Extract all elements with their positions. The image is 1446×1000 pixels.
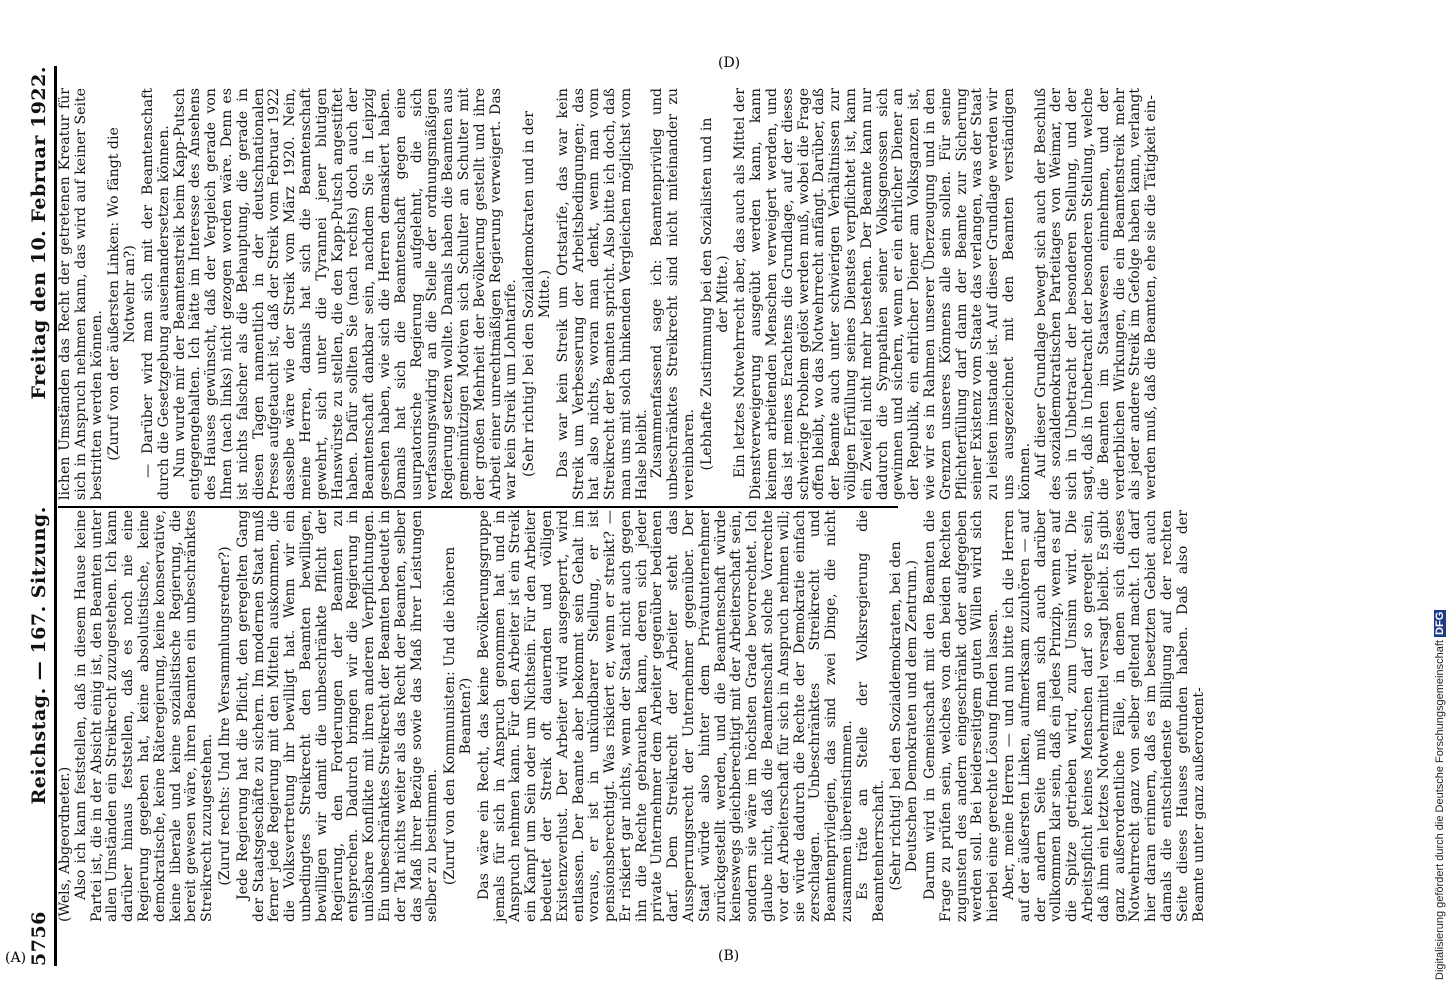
page-header [8, 66, 57, 966]
paragraph: Das wäre ein Recht, das keine Bevölkerungsgruppe jemals für sich in Anspruch genommen hat und in Anspruch nehmen kann. Für den Arbeiter ist ein Streik ein Kampf um Sein oder um Nichtsein. Für den Arbeiter bedeutet der Streik oft dauernden und völligen Existenzverlust. Der Arbeiter wird ausgesperrt, wird entlassen. Der Beamte aber bekommt sein Gehalt im voraus, er ist in unkündbarer Stellung, er ist pensionsberechtigt. Was riskiert er, wenn er streikt? — Er riskiert gar nichts, wenn der Staat nicht auch gegen ihn die Rechte gebrauchen kann, deren sich jeder private Unternehmer dem Arbeiter gegenüber bedienen darf. Dem Streikrecht der Arbeiter steht das Aussperrungsrecht der Unternehmer gegenüber. Der Staat würde also hinter dem Privatunternehmer zurückgestellt werden, und die Beamtenschaft würde keineswegs gleichberechtigt mit der Arbeiterschaft sein, sondern sie wäre im höchsten Grade bevorrechtet. Ich glaube nicht, daß die Beamtenschaft solche Vorrechte vor der Arbeiterschaft für sich in Anspruch nehmen will; sie würde dadurch die Rechte der Demokratie einfach zerschlagen. Unbeschränktes Streikrecht und Beamtenprivilegien, das sind zwei Dinge, die nicht zusammen übereinstimmen. [475, 510, 856, 922]
paragraph: Es träte an Stelle der Volksregierung die Beamtenherrschaft. [854, 510, 887, 922]
paragraph: Auf dieser Grundlage bewegt sich auch der Beschluß des sozialdemokratischen Parteitages von Weimar, der sich in Unbetracht der besonderen Stellung, und der sagt, daß in Unbetracht der besonderen Stellung, welche die Beamten im Staatswesen einnehmen, und der verderblichen Wirkungen, die ein Beamtenstreik mehr als jeder andere Streik im Gefolge haben kann, verlangt werden muß, daß die Beamten, ehe sie die Tätigkeit ein- [1032, 88, 1160, 500]
margin-mark-b: (B) [718, 948, 740, 964]
paragraph: lichen Umständen das Recht der getretenen Kreatur für sich in Anspruch nehmen kann, das wird auf keiner Seite bestritten werden können. [57, 88, 105, 500]
speaker-note: (Wels, Abgeordneter.) [57, 766, 73, 922]
header-left-title: Reichstag. — 167. Sitzung. [28, 506, 50, 805]
paragraph: Aber, meine Herren — und nun bitte ich die Herren auf der äußersten Linken, aufmerksam zuzuhören — auf der andern Seite muß man sich auch darüber vollkommen klar sein, daß ein jedes Prinzip, wenn es auf die Spitze getrieben wird, zum Unsinn wird. Die Arbeitspflicht keines Menschen darf so geregelt sein, daß ihm ein letztes Notwehrmittel versagt bleibt. Es gibt ganz außerordentliche Fälle, in denen sich dieses Notwehrrecht ganz von selber geltend macht. Ich darf hier daran erinnern, daß es im besetzten Gebiet auch damals die entschiedenste Billigung auf der rechten Seite dieses Hauses gefunden haben. Daß also der Beamte unter ganz außerordent- [1001, 510, 1207, 922]
interjection: (Sehr richtig! bei den Sozialdemokraten und in der Mitte.) [521, 111, 553, 477]
paragraph: Nun wurde mir der Beamtenstreik beim Kapp-Putsch entgegengehalten. Ich hätte im Interesse des Ansehens des Hauses gewünscht, daß der Vergleich gerade von Ihnen (nach links) nicht gezogen worden wäre. Denn es ist nichts falscher als die Behauptung, die gerade in diesen Tagen namentlich in der deutschnationalen Presse aufgetaucht ist, daß der Streik vom Februar 1922 dasselbe wäre wie der Streik vom März 1920. Nein, meine Herren, damals hat sich die Beamtenschaft gewehrt, sich unter die Tyrannei jener blutigen Hanswürste zu stellen, die den Kapp-Putsch angestiftet haben. Dafür sollten Sie (nach rechts) doch auch der Beamtenschaft dankbar sein, nachdem Sie in Leipzig gesehen haben, wie sich die Herren demaskiert haben. Damals hat sich die Beamtenschaft gegen eine usurpatorische Regierung aufgelehnt, die sich verfassungswidrig an die Stelle der ordnungsmäßigen Regierung setzen wollte. Damals haben die Beamten aus gemeinnützigen Motiven sich Schulter an Schulter mit der großen Mehrheit der Bevölkerung gestellt und ihre Arbeit einer unrechtmäßigen Regierung verweigert. Das war kein Streik um Lohntarife. [171, 88, 520, 500]
interjection: (Zuruf von den Kommunisten: Und die höheren Beamten?) [442, 546, 474, 886]
paragraph: Jede Regierung hat die Pflicht, den geregelten Gang der Staatsgeschäfte zu sichern. Im modernen Staat muß ferner jede Regierung mit den Mitteln auskommen, die die Volksvertretung ihr bewilligt hat. Wenn wir ein unbedingtes Streikrecht den Beamten bewilligen, bewilligen wir damit die unbeschränkte Pflicht der Regierung, den Forderungen der Beamten zu entsprechen. Dadurch bringen wir die Regierung in unlösbare Konflikte mit ihren anderen Verpflichtungen. Ein unbeschränktes Streikrecht der Beamten bedeutet in der Tat nichts weiter als das Recht der Beamten, selber das Maß ihrer Bezüge sowie das Maß ihrer Leistungen selber zu bestimmen. [234, 510, 441, 922]
column-divider [58, 506, 898, 508]
interjection: (Lebhafte Zustimmung bei den Sozialisten und in der Mitte.) [698, 117, 731, 471]
paragraph: Das war kein Streik um Ortstarife, das war kein Streik um Verbesserung der Arbeitsbedingungen; das hat also nichts, woran man denkt, wenn man vom Streikrecht der Beamten spricht. Also bitte ich doch, daß man uns mit solch hinkenden Vergleichen möglichst vom Halse bleibt. [554, 88, 650, 500]
text-column-right [57, 88, 1160, 500]
paragraph: Darum wird in Gemeinschaft mit den Beamten die Frage zu prüfen sein, welches von den beiden Rechten zugunsten des andern eingeschränkt oder aufgegeben werden soll. Bei beiderseitigem guten Willen wird sich hierbei eine gerechte Lösung finden lassen. [922, 510, 1002, 922]
interjection: (Zuruf von der äußersten Linken: Wo fängt die Notwehr an?) [106, 127, 139, 461]
page-number: 5756 [28, 911, 50, 966]
interjection: (Zuruf rechts: Und Ihre Versammlungsredner?) [216, 546, 233, 886]
margin-mark-d: (D) [718, 55, 741, 71]
header-right-title: Freitag den 10. Februar 1922. [28, 66, 50, 400]
dfg-logo: DFG [1434, 611, 1446, 635]
credit-text: Digitalisierung gefördert durch die Deutsche Forschungsgemeinschaft [1434, 640, 1446, 980]
paragraph: Ein letztes Notwehrrecht aber, das auch als Mittel der Dienstverweigerung ausgeübt werden kann, kann keinem arbeitenden Menschen verweigert werden, und das ist meines Erachtens die Grundlage, auf der dieses schwierige Problem gelöst werden muß, wobei die Frage offen bleibt, wo das Notwehrrecht anfängt. Darüber, daß der Beamte auch unter schwierigen Verhältnissen zur völligen Erfüllung seines Dienstes verpflichtet ist, kann ein Zweifel nicht mehr bestehen. Der Beamte kann nur dadurch die Sympathien seiner Volksgenossen sich gewinnen und sichern, wenn er ein ehrlicher Diener an der Republik, ein ehrlicher Diener am Volksganzen ist, wie wir es in Rahmen unserer Überzeugung und in den Grenzen unseres Könnens alle sein sollen. Für seine Pflichterfüllung darf dann der Beamte zur Sicherung seiner Existenz vom Staate das verlangen, was der Staat zu leisten imstande ist. Auf dieser Grundlage werden wir uns ausgezeichnet mit den Beamten verständigen können. [732, 88, 1033, 500]
digitization-credit-strip [1418, 0, 1446, 1000]
text-column-left [57, 510, 1207, 922]
paragraph: Also ich kann feststellen, daß in diesem Hause keine Partei ist, die in der Absicht einig ist, den Beamten unter allen Umständen ein Streikrecht zuzugestehen. Ich kann darüber hinaus feststellen, daß es noch nie eine Regierung gegeben hat, keine absolutistische, keine demokratische, keine Räteregierung, keine konservative, keine liberale und keine sozialistische Regierung, die bereit gewesen wäre, ihren Beamten ein unbeschränktes Streikrecht zuzugestehen. [72, 510, 216, 922]
interjection: (Sehr richtig! bei den Sozialdemokraten, bei den Deutschen Demokraten und dem Zentrum.) [888, 541, 921, 891]
digitization-credit [1434, 0, 1446, 980]
margin-mark-a: (A) [5, 950, 27, 966]
paragraph: — Darüber wird man sich mit der Beamtenschaft durch die Gesetzgebung auseinandersetzen können. [139, 88, 172, 500]
paragraph: Zusammenfassend sage ich: Beamtenprivileg und unbeschränktes Streikrecht sind nicht miteinander zu vereinbaren. [649, 88, 698, 500]
